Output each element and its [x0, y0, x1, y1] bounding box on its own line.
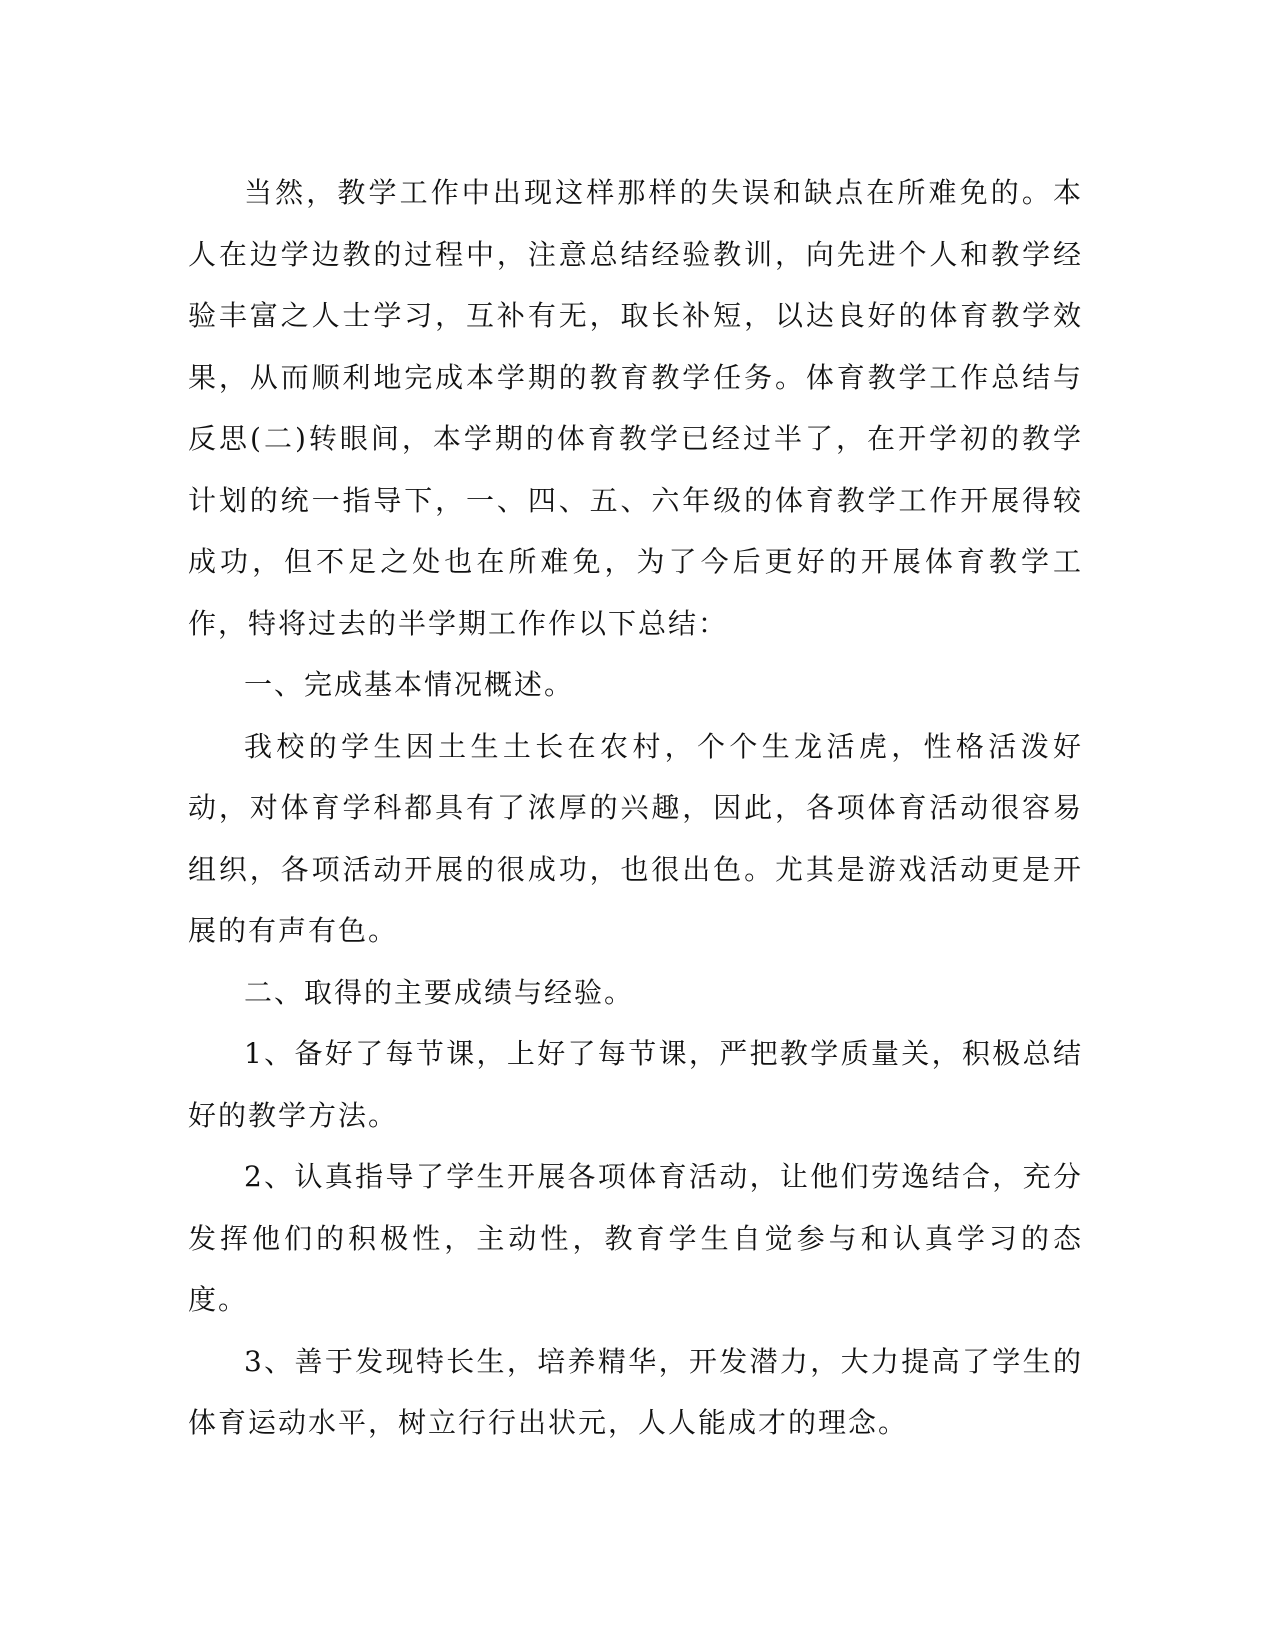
document-body: [188, 162, 1083, 1454]
heading-achievements: 二、取得的主要成绩与经验。: [244, 975, 635, 1009]
list-item-3: 3、善于发现特长生，培养精华，开发潜力，大力提高了学生的体育运动水平，树立行行出状元，人人能成才的理念。: [188, 1344, 1083, 1439]
paragraph-students: 我校的学生因土生土长在农村，个个生龙活虎，性格活泼好动，对体育学科都具有了浓厚的兴趣，因此，各项体育活动很容易组织，各项活动开展的很成功，也很出色。尤其是游戏活动更是开展的有声有色。: [188, 729, 1083, 947]
list-item-2: 2、认真指导了学生开展各项体育活动，让他们劳逸结合，充分发挥他们的积极性，主动性，教育学生自觉参与和认真学习的态度。: [188, 1160, 1083, 1316]
paragraph-intro: 当然，教学工作中出现这样那样的失误和缺点在所难免的。本人在边学边教的过程中，注意总结经验教训，向先进个人和教学经验丰富之人士学习，互补有无，取长补短，以达良好的体育教学效果，从而顺利地完成本学期的教育教学任务。体育教学工作总结与反思(二)转眼间，本学期的体育教学已经过半了，在开学初的教学计划的统一指导下，一、四、五、六年级的体育教学工作开展得较成功，但不足之处也在所难免，为了今后更好的开展体育教学工作，特将过去的半学期工作作以下总结：: [188, 176, 1083, 640]
heading-basic-overview: 一、完成基本情况概述。: [244, 668, 575, 701]
list-item-1: 1、备好了每节课，上好了每节课，严把教学质量关，积极总结好的教学方法。: [188, 1037, 1083, 1132]
